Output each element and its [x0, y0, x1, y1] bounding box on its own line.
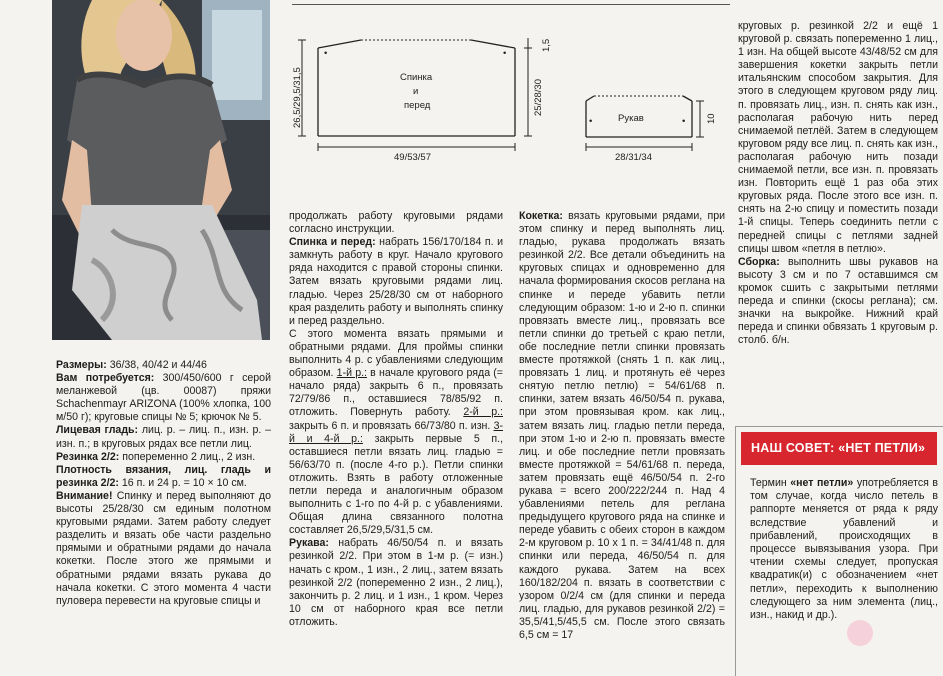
far-text-1: круговых р. резинкой 2/2 и ещё 1 круговой р. связать попеременно 1 лиц., 1 изн. На общей высоте 43/48/52 см для завершения кокетки закрыть петли итальянским способом закрытия. Для этого в следующем круговом ряду лиц. п. провязать лиц., изн. п. снять как изн., располагая рабочую нить перед снимаемой петлёй. Затем в следующем круговом ряду все лиц. п. снять как изн., располагая рабочую нить позади снимаемой петли, все изн. п. провязать изн. Повторить ещё 1 раз оба этих круговых ряда. После этого все изн. п. снять на 2-ю спицу и поместить позади 1-й спицы. Теперь соединить петли с передней спицы с петлями задней спицы швом «петля в петлю».: [738, 20, 938, 255]
svg-text:•: •: [682, 116, 686, 127]
assembly-value: выполнить швы рукавов на высоту 3 см и по 7 оставшимся см кромок сшить с закрытыми петлями переда и спинки (скосы реглана); см. значки на выкройке. Нижний край переда и спинки обвязать 1 круговым р. столб. б/н.: [738, 255, 938, 347]
tip-text-a: Термин: [750, 477, 787, 489]
tip-text: [750, 477, 938, 622]
tip-header: НАШ СОВЕТ: «НЕТ ПЕТЛИ»: [741, 432, 937, 465]
gauge-label: Плотность вязания, лиц. гладь и резинка 2/2:: [56, 463, 271, 489]
sleeves-label: Рукава:: [289, 537, 329, 550]
stockinette-label: Лицевая гладь:: [56, 424, 139, 437]
back-text-2c: закрыть 6 п. и провязать 66/73/80 п. изн.: [289, 419, 491, 432]
sleeve-width-dim: 28/31/34: [615, 152, 652, 163]
attention-label: Внимание!: [56, 489, 113, 502]
body-height-dim: 26,5/29,5/31,5: [292, 67, 303, 128]
svg-text:•: •: [324, 48, 328, 59]
far-right-column: [738, 20, 938, 347]
svg-text:•: •: [503, 48, 507, 59]
svg-text:•: •: [589, 116, 593, 127]
left-column: [56, 359, 271, 608]
sleeve-label: Рукав: [618, 113, 644, 124]
back-label: Спинка и перед:: [289, 236, 376, 249]
rib-label: Резинка 2/2:: [56, 450, 120, 463]
row-1-label: 1-й р.:: [336, 367, 367, 380]
row-3-4-label: 3-й и 4-й р.:: [289, 419, 503, 445]
mid-intro: продолжать работу круговыми рядами согласно инструкции.: [289, 210, 503, 236]
body-label-2: и: [413, 86, 419, 97]
row-2-label: 2-й р.:: [463, 406, 503, 419]
sizes-value: 36/38, 40/42 и 44/46: [109, 359, 207, 371]
yoke-label: Кокетка:: [519, 210, 563, 222]
body-label-3: перед: [404, 100, 431, 111]
rib-value: попеременно 2 лиц., 2 изн.: [122, 450, 256, 463]
attention-value: Спинку и перед выполняют до высоты 25/28/30 см единым полотном круговыми рядами. Затем работу следует разделить и вязать обе части раздельно прямыми и обратными рядами до начала кокетки. После этого же прямыми и обратными рядами вязать рукава до начала кокетки. С этого момента 4 части пуловера перевести на круговые спицы и: [56, 489, 271, 607]
tip-term: «нет петли»: [790, 477, 854, 489]
back-text-2d: закрыть первые 5 п., оставшиеся петли вязать лиц. гладью = 56/63/70 п. (после 4-го р.). Петли спинки отложить. Взять в работу отложенные петли переда и аналогичным образом выполнить с 1-го по 4-й р. с убавлениями. Общая длина связанного полотна составляет 26,5/29,5/31,5 см.: [289, 432, 504, 537]
materials-value: 300/450/600 г серой меланжевой (цв. 00087) пряжи Schachenmayr ARIZONA (100% хлопка, 100 м/50 г); круговые спицы № 5; крючок № 5.: [56, 372, 271, 424]
sizes-label: Размеры:: [56, 359, 107, 371]
stockinette-value: лиц. р. – лиц. п., изн. р. – изн. п.; в круговых рядах все петли лиц.: [56, 424, 272, 450]
right-column: [519, 210, 725, 642]
gauge-value: 16 п. и 24 р. = 10 × 10 см.: [121, 476, 247, 489]
sleeve-height-dim: 10: [706, 113, 717, 124]
back-text-2a: С этого момента вязать прямыми и обратными рядами. Для проймы спинки выполнить 4 р. с убавлениями следующим образом.: [289, 327, 503, 380]
body-label-1: Спинка: [400, 72, 433, 83]
materials-label: Вам потребуется:: [56, 372, 155, 385]
body-side-height: 25/28/30: [533, 79, 544, 116]
back-text-1: набрать 156/170/184 п. и замкнуть работу в круг. Начало кругового ряда находится с правой стороны спинки. Затем вязать круговыми рядами лиц. гладью. Через 25/28/30 см от наборного края разделить работу и выполнять спинку и перед раздельно.: [289, 236, 503, 327]
middle-column: [289, 210, 503, 629]
body-width-dim: 49/53/57: [394, 152, 431, 163]
sleeves-value: набрать 46/50/54 п. и вязать резинкой 2/2. При этом в 1-м р. (= изн.) начать с кром., 1 изн., 2 лиц., затем вязать резинкой 2/2 (попеременно 2 изн., 2 лиц.), закончить р. 2 лиц. и 1 изн., 1 кром. Через 10 см от наборного края все петли отложить.: [289, 537, 503, 628]
watermark-icon: [847, 620, 873, 646]
tip-text-c: употребляется в том случае, когда число петель в раппорте меняется от ряда к ряду вследствие убавлений и прибавлений, происходящих в процессе вывязывания узора. При чтении схемы следует, пропуская квадратик(и) с обозначением «нет петли», переходить к выполнению следующего за ним элемента (лиц., изн., накид и др.).: [750, 477, 938, 622]
back-text-2b: в начале кругового ряда (= начало ряда) закрыть 6 п., провязать 72/79/86 п., оставшиеся 78/85/92 п. отложить. Повернуть работу.: [289, 367, 503, 419]
yoke-value: вязать круговыми рядами, при этом спинку и перед выполнять лиц. гладью, рукава продолжать вязать резинкой 2/2. Все детали объединить на круговых спицах и одновременно для начала формирования скосов реглана на спинке и переде убавить петли следующим образом: 1-ю и 2-ю п. спинки провязать вместе лиц., провязать все петли спинки до третьей с краю петли, обе последние петли спинки провязать вместе протяжкой (снять 1 п. как лиц., провязать 1 лиц. и протянуть её через снятую петлю петлю) = 54/61/68 п. спинки, затем вязать 46/50/54 п. рукава, при этом провязывая кром. как лиц., затем вязать лиц. гладью петли переда, при этом 1-ю и 2-ю п. провязать вместе лиц. и обе последние петли провязать вместе протяжкой = 54/61/68 п. переда, затем провязать ещё 46/50/54 п. 2-го рукава = всего 200/222/244 п. Над 4 убавлениями петель для реглана предыдущего кругового ряда на спинке и переде убавить с обеих сторон в каждом 2-м круговом р. 10 х 1 п. = 34/41/48 п. для спинки или переда, 46/50/54 п. для каждого рукава. Затем на всех 160/182/204 п. вязать в соответствии с узором 0/2/4 см (для спинки и переда лиц. гладью, для рукавов резинкой 2/2) = 35,5/41,5/45,5 см. После этого связать 6,5 см = 17: [519, 210, 726, 641]
assembly-label: Сборка:: [738, 255, 780, 268]
body-top-offset: 1,5: [541, 38, 552, 52]
